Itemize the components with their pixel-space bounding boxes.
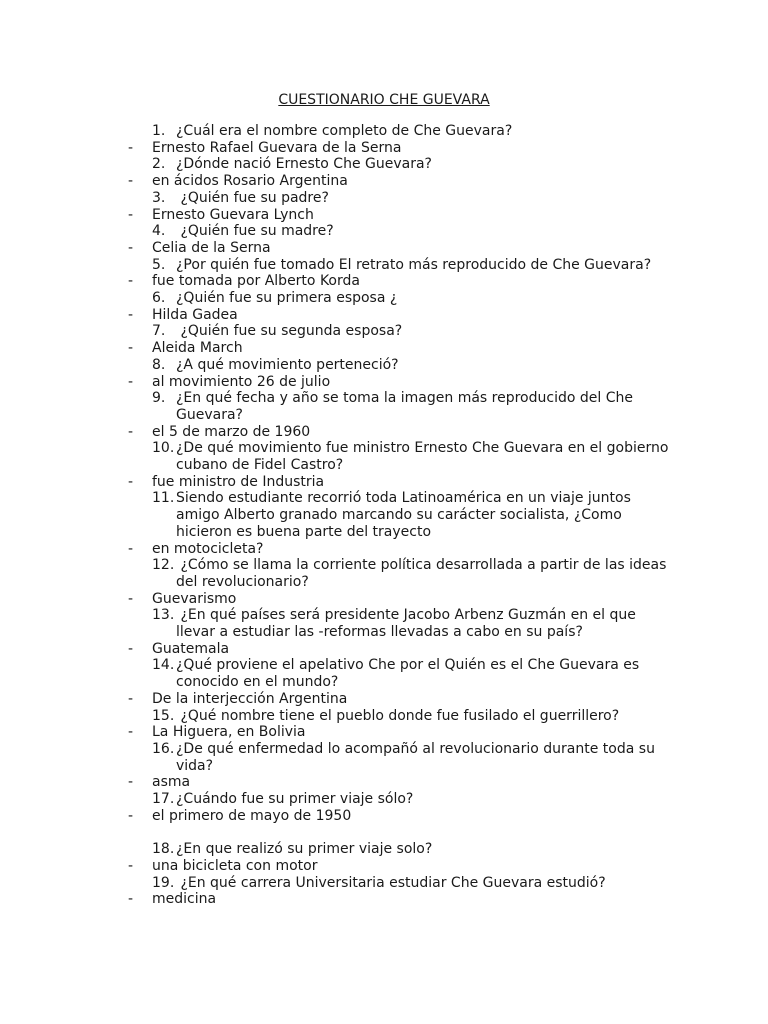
- answer-text: asma: [152, 774, 191, 791]
- question-text: ¿En qué carrera Universitaria estudiar Che Guevara estudió?: [176, 874, 606, 891]
- answer-text: fue ministro de Industria: [152, 473, 325, 490]
- question-text: ¿Quién fue su segunda esposa?: [176, 323, 403, 340]
- answer-text: Ernesto Rafael Guevara de la Serna: [152, 139, 402, 156]
- question-text: ¿Quién fue su madre?: [176, 223, 334, 240]
- bullet-dash: -: [128, 540, 134, 557]
- question-text: amigo Alberto granado marcando su carácter socialista, ¿Como: [176, 507, 622, 524]
- question-text: del revolucionario?: [176, 573, 309, 590]
- question-text: ¿Dónde nació Ernesto Che Guevara?: [176, 156, 432, 173]
- answer-text: Guatemala: [152, 640, 230, 657]
- question-text: ¿De qué enfermedad lo acompañó al revolucionario durante toda su: [176, 740, 655, 757]
- bullet-dash: -: [128, 306, 134, 323]
- question-number: 1.: [152, 123, 166, 139]
- question-text: llevar a estudiar las -reformas llevadas a cabo en su país?: [176, 624, 583, 640]
- question-number: 6.: [152, 290, 166, 306]
- bullet-dash: -: [128, 340, 134, 357]
- answer-text: Guevarismo: [152, 590, 237, 607]
- answer-text: Hilda Gadea: [152, 306, 238, 323]
- question-number: 18.: [152, 841, 175, 858]
- answer-text: en motocicleta?: [152, 540, 264, 557]
- question-number: 2.: [152, 156, 166, 173]
- question-text: vida?: [176, 757, 214, 774]
- question-number: 17.: [152, 791, 175, 807]
- bullet-dash: -: [128, 857, 134, 874]
- answer-text: Ernesto Guevara Lynch: [152, 206, 314, 223]
- question-number: 16.: [152, 740, 175, 757]
- question-text: ¿Cuándo fue su primer viaje sólo?: [176, 791, 414, 807]
- question-text: ¿Cómo se llama la corriente política desarrollada a partir de las ideas: [176, 557, 667, 574]
- question-text: ¿Qué nombre tiene el pueblo donde fue fusilado el guerrillero?: [176, 707, 620, 724]
- bullet-dash: -: [128, 724, 134, 741]
- bullet-dash: -: [128, 590, 134, 607]
- question-text: ¿Quién fue su padre?: [176, 189, 329, 206]
- bullet-dash: -: [128, 423, 134, 440]
- question-number: 14.: [152, 657, 175, 674]
- answer-text: una bicicleta con motor: [152, 857, 318, 874]
- answer-text: en ácidos Rosario Argentina: [152, 173, 348, 190]
- answer-text: Aleida March: [152, 340, 243, 357]
- bullet-dash: -: [128, 807, 134, 824]
- answer-text: Celia de la Serna: [152, 239, 271, 256]
- question-text: conocido en el mundo?: [176, 674, 339, 691]
- document-title: CUESTIONARIO CHE GUEVARA: [278, 92, 490, 108]
- bullet-dash: -: [128, 139, 134, 156]
- question-number: 4.: [152, 223, 166, 240]
- answer-text: De la interjección Argentina: [152, 690, 348, 707]
- bullet-dash: -: [128, 690, 134, 707]
- question-text: ¿Qué proviene el apelativo Che por el Quién es el Che Guevara es: [176, 657, 640, 674]
- question-number: 9.: [152, 390, 166, 407]
- question-text: ¿A qué movimiento perteneció?: [176, 356, 399, 373]
- answer-text: La Higuera, en Bolivia: [152, 724, 306, 741]
- question-text: ¿Quién fue su primera esposa ¿: [176, 290, 398, 306]
- question-text: ¿En qué países será presidente Jacobo Arbenz Guzmán en el que: [176, 607, 636, 624]
- question-number: 15.: [152, 707, 175, 724]
- question-number: 7.: [152, 323, 166, 340]
- question-number: 3.: [152, 189, 166, 206]
- question-number: 12.: [152, 557, 175, 574]
- bullet-dash: -: [128, 640, 134, 657]
- bullet-dash: -: [128, 774, 134, 791]
- question-text: ¿En que realizó su primer viaje solo?: [176, 841, 433, 858]
- bullet-dash: -: [128, 891, 134, 908]
- question-number: 11.: [152, 490, 175, 507]
- answer-text: al movimiento 26 de julio: [152, 373, 331, 390]
- question-text: ¿En qué fecha y año se toma la imagen más reproducido del Che: [176, 390, 633, 407]
- question-number: 8.: [152, 356, 166, 373]
- answer-text: el primero de mayo de 1950: [152, 807, 352, 824]
- question-number: 19.: [152, 874, 175, 891]
- answer-text: medicina: [152, 891, 217, 908]
- question-number: 5.: [152, 256, 166, 273]
- bullet-dash: -: [128, 206, 134, 223]
- question-text: Guevara?: [176, 406, 243, 423]
- question-text: ¿Cuál era el nombre completo de Che Guevara?: [176, 123, 513, 139]
- bullet-dash: -: [128, 473, 134, 490]
- answer-text: el 5 de marzo de 1960: [152, 423, 311, 440]
- bullet-dash: -: [128, 273, 134, 290]
- question-text: ¿Por quién fue tomado El retrato más reproducido de Che Guevara?: [176, 256, 652, 273]
- bullet-dash: -: [128, 373, 134, 390]
- question-number: 10.: [152, 440, 175, 457]
- bullet-dash: -: [128, 239, 134, 256]
- question-text: cubano de Fidel Castro?: [176, 457, 344, 473]
- answer-text: fue tomada por Alberto Korda: [152, 273, 360, 290]
- bullet-dash: -: [128, 173, 134, 190]
- question-number: 13.: [152, 607, 175, 624]
- question-text: hicieron es buena parte del trayecto: [176, 523, 432, 540]
- question-text: Siendo estudiante recorrió toda Latinoamérica en un viaje juntos: [176, 490, 631, 507]
- question-text: ¿De qué movimiento fue ministro Ernesto Che Guevara en el gobierno: [176, 440, 669, 457]
